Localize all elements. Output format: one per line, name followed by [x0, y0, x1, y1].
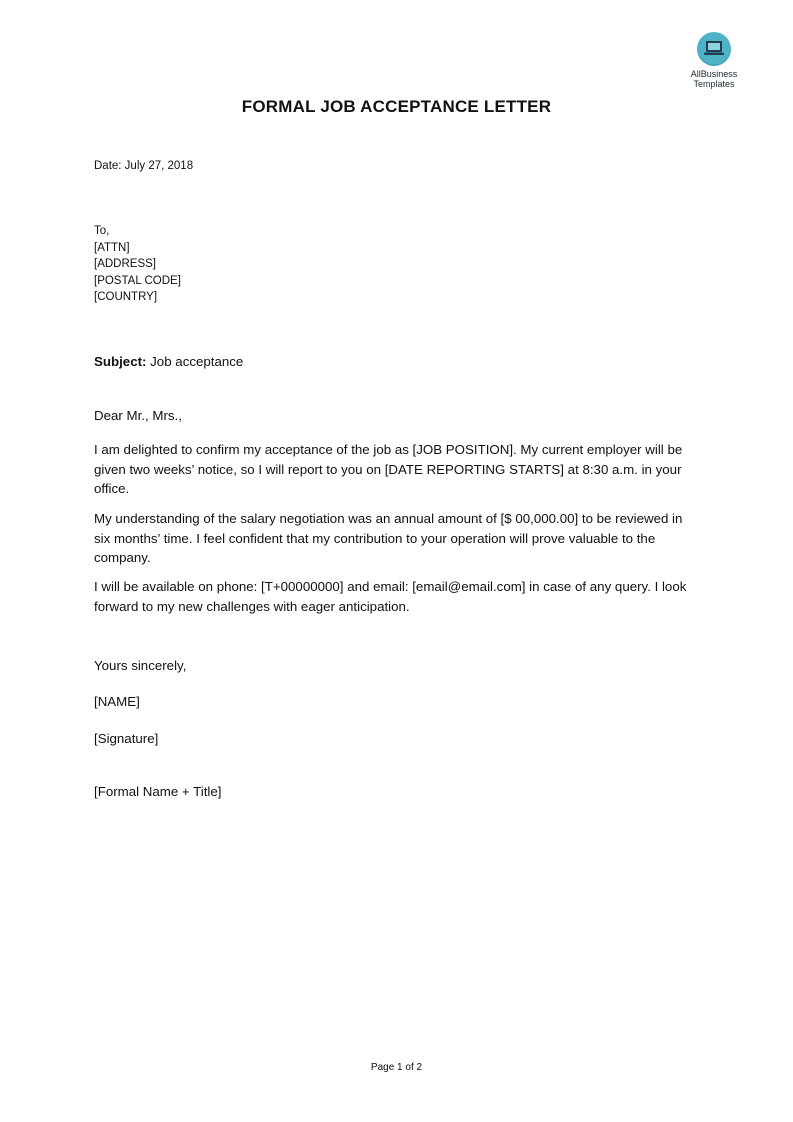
logo-text	[678, 69, 750, 89]
subject-text: Job acceptance	[146, 354, 244, 369]
paragraph-contact: I will be available on phone: [T+00000000] and email: [email@email.com] in case of any query. I look forward to my new challenges with eager anticipation.	[94, 579, 687, 614]
address-country: [COUNTRY]	[94, 291, 158, 303]
letter-date: Date: July 27, 2018	[94, 160, 194, 172]
laptop-icon	[703, 40, 725, 58]
address-street: [ADDRESS]	[94, 258, 156, 270]
salutation: Dear Mr., Mrs.,	[94, 408, 182, 423]
closing: Yours sincerely,	[94, 658, 187, 673]
sender-formal-name-title: [Formal Name + Title]	[94, 784, 222, 799]
logo-line-1: AllBusiness	[690, 69, 738, 79]
address-to: To,	[94, 225, 110, 237]
logo-line-2: Templates	[693, 79, 735, 89]
address-attn: [ATTN]	[94, 241, 130, 254]
paragraph-acceptance: I am delighted to confirm my acceptance of the job as [JOB POSITION]. My current employer will be given two weeks’ notice, so I will report to you on [DATE REPORTING STARTS] at 8:30 a.m. in your office.	[94, 442, 683, 496]
paragraph-salary: My understanding of the salary negotiation was an annual amount of [$ 00,000.00] to be reviewed in six months’ time. I feel confident that my contribution to your operation will prove valuable to the company.	[94, 511, 683, 565]
brand-logo[interactable]	[678, 32, 750, 89]
sender-signature: [Signature]	[94, 731, 159, 746]
sender-name: [NAME]	[94, 694, 140, 709]
subject-line	[94, 352, 243, 372]
logo-badge	[697, 32, 731, 66]
page-number: Page 1 of 2	[370, 1062, 423, 1073]
address-postal-code: [POSTAL CODE]	[94, 274, 181, 287]
letter-title: FORMAL JOB ACCEPTANCE LETTER	[241, 97, 552, 116]
recipient-address-block	[94, 223, 181, 306]
subject-label: Subject:	[94, 354, 147, 369]
